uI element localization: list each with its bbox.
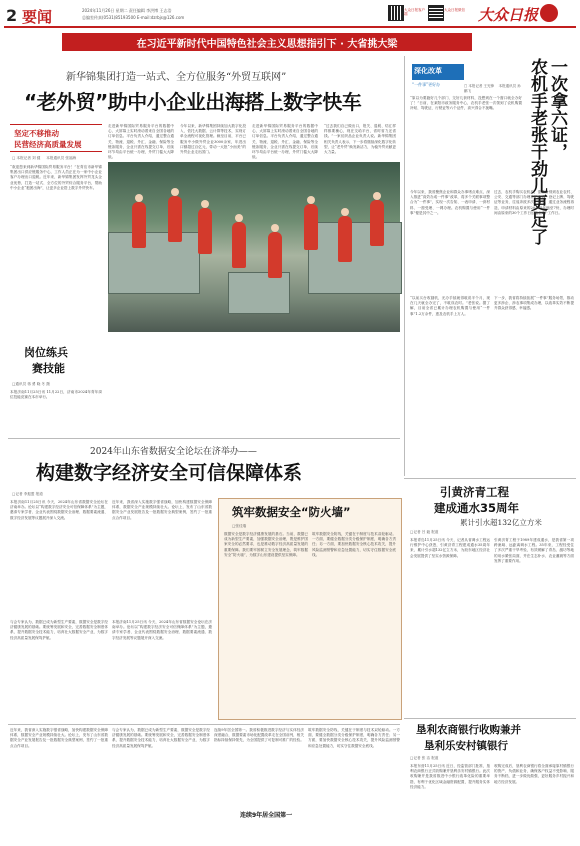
right-column-divider (404, 56, 405, 476)
logo-emblem-icon (540, 4, 558, 22)
right-text-c: 过去，农机手购买农机后，需要分别到农业农村、公安、交通等部门办理补贴申请、登记上牌、驾驶证等业务，往返奔波多次。如今，通过业务流程再造，申请材料由原来的20余份压缩至7份，办理时间由原来的30个工作日压缩至5个工作日。 (494, 190, 574, 215)
yellow-top-rule (404, 478, 576, 479)
bank-title-2: 垦利乐安村镇银行 (424, 740, 508, 752)
bottom-rule (8, 724, 400, 725)
bank-byline: □记者 张 洁 报道 (410, 756, 439, 760)
feature-text-c: 今年以来，新华锦集团持续加大数字化投入，依托大数据、云计算等技术，实现订单全流程可视化管理。截至目前，平台已服务中小微外贸企业3000余家，年进出口额超过百亿元，带动一大批“小而美”的外贸企业走出国门。 (180, 124, 246, 155)
photo-caption-title: 岗位练兵 (24, 346, 68, 359)
section-title: 要闻 (22, 8, 53, 26)
forum-text-b: 近年来，我省深入实施数字强省战略，加快构建数据安全保障体系，数据安全产业规模持续壮大。论坛上，发布了山东省数据安全产业发展报告及一批数据安全典型案例，签约了一批重点合作项目。 (112, 500, 212, 520)
date-line: 2024年11月26日 星期二 责任编辑 李洪博 王志浩 (82, 8, 172, 13)
reform-badge-text: 深化改革 (414, 67, 442, 75)
yellow-byline: □记者 吕 毅 报道 (410, 530, 439, 534)
commentary-text-b: 筑牢数据安全防线，关键在于制度与技术双轮驱动。一方面，要健全数据分类分级保护制度，明确各方责任；另一方面，要加快数据安全核心技术攻关，提升风险监测预警和应急处置能力，切实守住数据安全底线。 (312, 532, 396, 557)
subhead-line-2: 民营经济高质量发展 (14, 140, 82, 149)
forum-text-d: 本报济南11月25日讯 今天，2024年山东省数据安全论坛在济南举办。论坛以“构建数字经济安全可信保障体系”为主题，邀请专家学者、企业代表围绕数据安全治理、数据要素流通、数字经济发展等议题展开深入交流。 (112, 620, 212, 640)
forum-byline: □记者 李振盟 报道 (12, 492, 43, 496)
feature-text-d: 走进新华锦国际贸易服务平台的数据中心，大屏幕上实时滚动着来自全国各地的订单信息。平台负责人介绍，通过整合通关、物流、退税、外汇、金融、保险等全链条服务，企业只需在线提交订单，后续环节均由平台统一办理，外贸门槛大大降低。 (252, 124, 318, 160)
qr-label-1: 大众日报客户端 (404, 8, 425, 16)
yellow-subtitle: 累计引水超132亿立方米 (460, 518, 542, 527)
bottom-text-d: 筑牢数据安全防线，关键在于制度与技术双轮驱动。一方面，要健全数据分类分级保护制度，明确各方责任；另一方面，要加快数据安全核心技术攻关，提升风险监测预警和应急处置能力，切实守住数据安全底线。 (308, 728, 400, 748)
subhead-line-1: 坚定不移推动 (14, 129, 59, 138)
forum-kicker: 2024年山东省数据安全论坛在济举办—— (90, 447, 257, 457)
right-title-line-2: 农机手老张干劲儿更足了 (527, 58, 547, 245)
forum-top-rule (8, 438, 400, 439)
right-title-line-1: 一次拿六证， (547, 58, 567, 160)
yellow-text-b: 引黄济青工程于1989年建成通水，是我省第一项跨流域、远距离调水工程。35年来，工程经受住了多次严重干旱考验，有效缓解了青岛、潍坊等地的用水紧张局面，并在生态补水、农业灌溉等方面发挥了重要作用。 (494, 538, 574, 563)
bank-text-a: 本报东营11月25日讯 近日，经监管部门批准，垦利农商银行正式收购兼并垦利乐安村镇银行。此次收购兼并是我省推进中小银行改革化险的重要举措，有利于优化区域金融资源配置，提升服务实体经济能力。 (410, 764, 490, 789)
yellow-title-1: 引黄济青工程 (440, 485, 509, 499)
right-text-d: “以前买台收割机，光办手续就得耽误半个月，现在几天就全办完了，不耽误农时。”老张说。据了解，目前全省已累计办理农机购置与使用“一件事”1.2万余件，惠及农机手上万人。 (410, 296, 490, 316)
feature-text-a: “欢迎您来到新华锦国际贸易服务平台！”在青岛市新华锦集团出口供应链服务中心，工作人员正在为一家中小企业客户办理出口退税。近年来，新华锦集团发挥外贸龙头企业优势，打造一站式、全方位的外贸综合服务平台，帮助中小企业“抱团出海”，让更多企业搭上数字外贸快车。 (10, 165, 102, 190)
feature-text-e: “过去我们自己做出口，报关、退税、结汇样样都要操心，现在交给平台，省时省力还省钱。”一家纺织品企业负责人说。新华锦集团相关负责人表示，下一步将继续深化数字化转型，让“老外贸”焕发新活力，为稳外贸贡献更大力量。 (324, 124, 396, 155)
commentary-text-a: 数据安全是数字经济健康发展的基石。当前，数据已成为新型生产要素，加强数据安全治理，既是维护国家安全的必然要求，也是推动数字经济高质量发展的重要保障。我们要牢固树立安全发展理念，筑牢数据安全“防火墙”，为数字山东建设提供坚实保障。 (224, 532, 308, 557)
feature-kicker: 新华锦集团打造一站式、全方位服务“外贸互联网” (66, 72, 287, 83)
paper-logo: 大众日报 (478, 6, 539, 24)
bank-title-1: 垦利农商银行收购兼并 (416, 724, 521, 736)
feature-headline: “老外贸”助中小企业出海搭上数字快车 (24, 90, 362, 114)
banner-text: 在习近平新时代中国特色社会主义思想指引下 · 大省挑大梁 (136, 39, 398, 50)
right-byline: □ 本报记者 王光锋 本报通讯员 孙鹏飞 (464, 84, 521, 93)
series-label: 连续9年居全国第一 (240, 812, 293, 819)
yellow-text-a: 本报青岛11月25日讯 今天，记者从省调水工程运行维护中心获悉，引黄济青工程建成通水35周年来，累计引水超132亿立方米，为胶东地区经济社会发展提供了坚实水资源保障。 (410, 538, 490, 558)
right-text-e: 下一步，我省将持续拓展“一件事”服务场景，推动更多涉企、涉农事项集成办理，以改革实效不断提升群众获得感、幸福感。 (494, 296, 574, 311)
reform-badge-sub: “一件事”更好办 (412, 82, 441, 87)
masthead-rule (4, 26, 576, 28)
forum-headline: 构建数字经济安全可信保障体系 (36, 462, 303, 484)
right-text-a: “原以为要跑好几个部门、交好几套材料，没想到在一个窗口就全办好了！”日前，在莱阳市政务服务中心，农机手老张一次领到了农机购置补贴、驾驶证、行驶证等六个证件，高兴得合不拢嘴。 (410, 96, 522, 111)
bottom-text-b: 与会专家认为，数据已成为新型生产要素，数据安全是数字经济健康发展的基础。要统筹发展和安全，完善数据安全制度体系，提升数据安全技术能力，培育壮大数据安全产业，为数字经济高质量发展保驾护航。 (112, 728, 210, 748)
photo-caption-text: 本报济南11月25日讯 11月22日，济南市2024年青年岗位技能竞赛在本市举行。 (10, 390, 102, 400)
feature-byline: □ 本报记者 刘 健 本报通讯员 张福海 (12, 156, 77, 160)
forum-text-c: 与会专家认为，数据已成为新型生产要素，数据安全是数字经济健康发展的基础。要统筹发展和安全，完善数据安全制度体系，提升数据安全技术能力，培育壮大数据安全产业，为数字经济高质量发展保驾护航。 (10, 620, 108, 640)
feature-text-b: 走进新华锦国际贸易服务平台的数据中心，大屏幕上实时滚动着来自全国各地的订单信息。平台负责人介绍，通过整合通关、物流、退税、外汇、金融、保险等全链条服务，企业只需在线提交订单，后续环节均由平台统一办理，外贸门槛大大降低。 (108, 124, 174, 160)
photo-byline: □通讯员 蒋 勇 晓 冬 摄 (12, 382, 50, 386)
right-text-b: 今年以来，我省聚焦企业和群众办事堵点难点，深入推进“高效办成一件事”改革，将多个关联事项整合为“一件事”，实现一次告知、一表申请、一套材料、一窗受理、一网办理。农机购置与使用“一件事”便是其中之一。 (410, 190, 490, 215)
contact-line: 总编室传真(0531)85193500 E-mail:dzrbjs@126.com (82, 15, 185, 20)
page-number: 2 (6, 6, 18, 25)
commentary-byline: □张佳瑞 (232, 524, 247, 528)
qr-code-1 (388, 5, 404, 21)
bank-text-b: 收购完成后，垦利农商银行将全面承接原村镇银行的资产、负债和业务，确保客户权益不受影响、服务不断档，进一步做优做强，更好服务乡村振兴和地方经济发展。 (494, 764, 574, 784)
yellow-title-2: 建成通水35周年 (434, 501, 520, 515)
training-photo (108, 162, 400, 332)
qr-code-2 (428, 5, 444, 21)
commentary-title: 筑牢数据安全“防火墙” (232, 505, 351, 519)
bottom-text-a: 近年来，我省深入实施数字强省战略，加快构建数据安全保障体系，数据安全产业规模持续壮大。论坛上，发布了山东省数据安全产业发展报告及一批数据安全典型案例，签约了一批重点合作项目。 (10, 728, 108, 748)
bank-top-rule (404, 718, 576, 719)
qr-label-2: 大众日报微信 (444, 8, 465, 12)
forum-text-a: 本报济南11月25日讯 今天，2024年山东省数据安全论坛在济南举办。论坛以“构建数字经济安全可信保障体系”为主题，邀请专家学者、企业代表围绕数据安全治理、数据要素流通、数字经济发展等议题展开深入交流。 (10, 500, 108, 520)
bottom-text-c: 连续9年居全国第一。我省积极推进数字经济与实体经济深度融合，数据要素市场化配置改革走在全国前列，相关指标持续保持领先，为全国提供了可复制可推广的经验。 (214, 728, 304, 743)
photo-caption-title-2: 赛技能 (32, 362, 65, 375)
